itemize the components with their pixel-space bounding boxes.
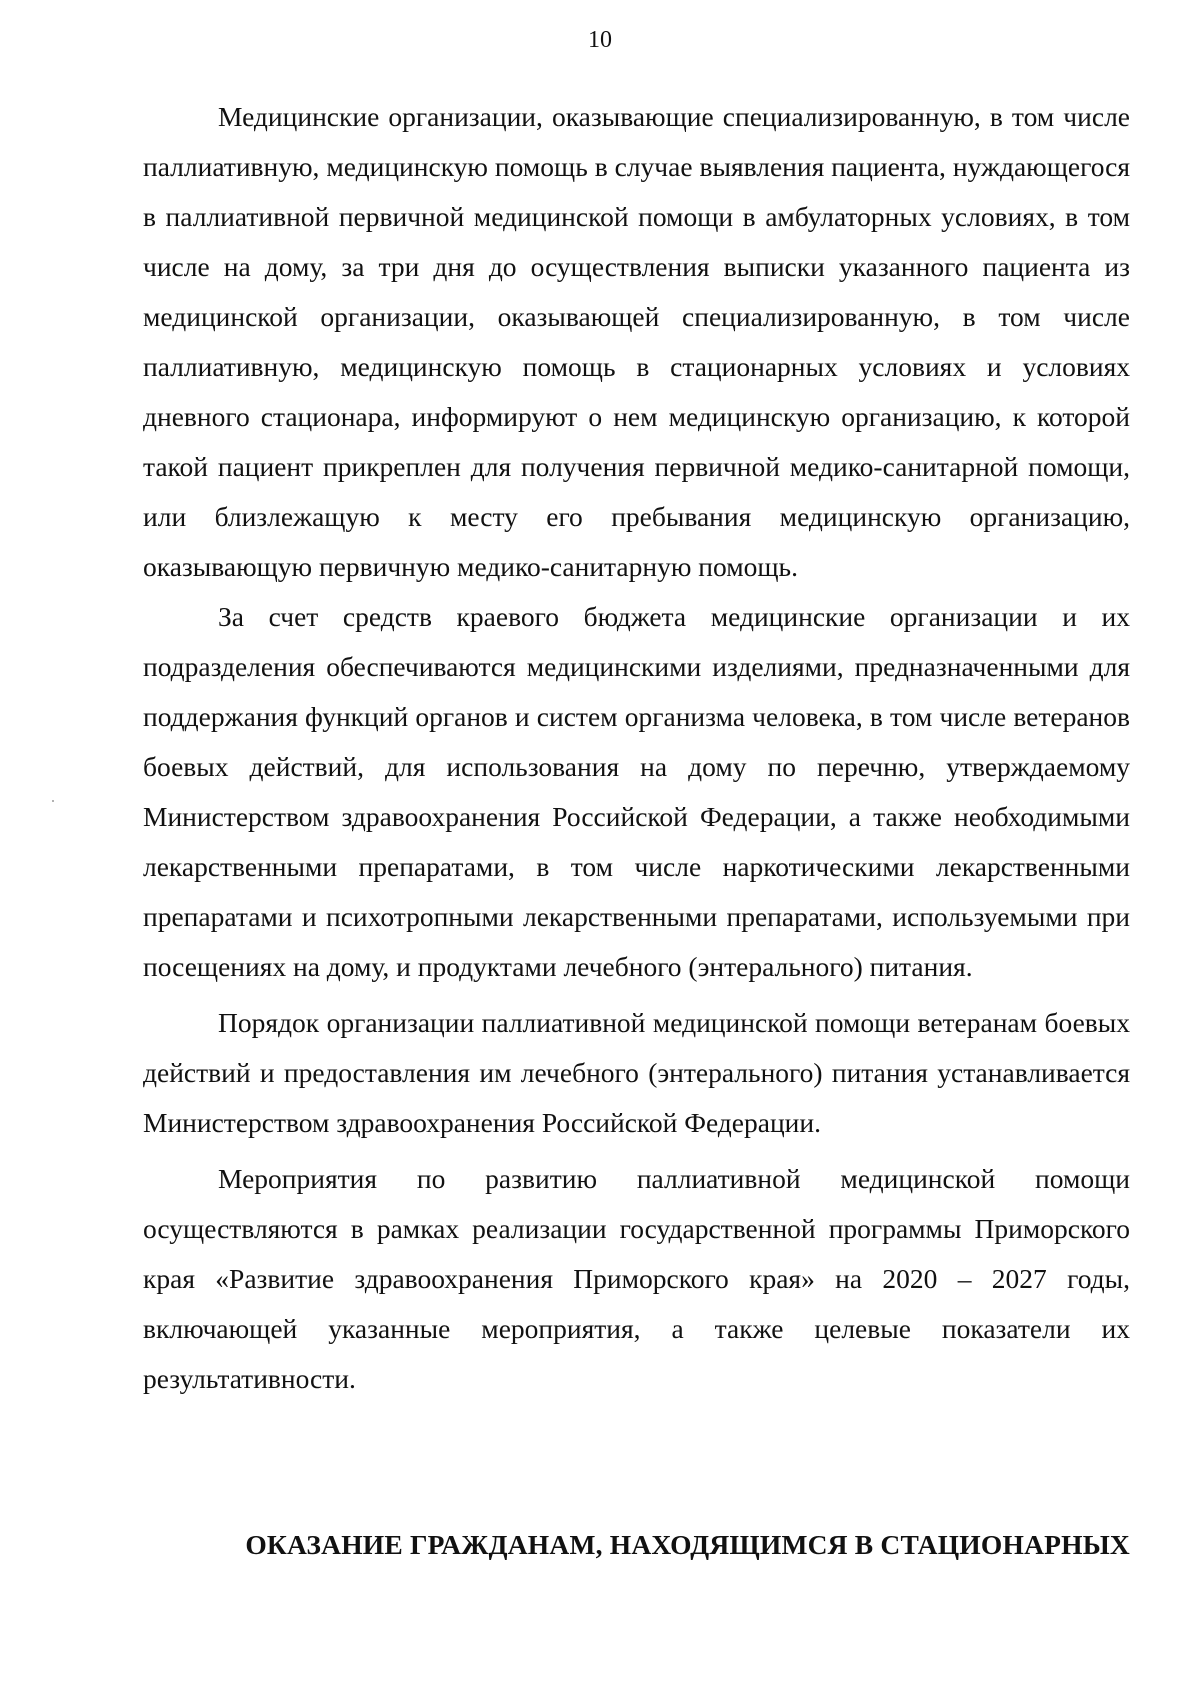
scan-artifact-dot bbox=[52, 800, 54, 802]
paragraph-regional-budget-supplies: За счет средств краевого бюджета медицинские организации и их подразделения обеспечиваются медицинскими изделиями, предназначенными для поддержания функций органов и систем организма человека, в том числе ветеранов боевых действий, для использования на дому по перечню, утверждаемому Министерством здравоохранения Российской Федерации, а также необходимыми лекарственными препаратами, в том числе наркотическими лекарственными препаратами и психотропными лекарственными препаратами, используемыми при посещениях на дому, и продуктами лечебного (энтерального) питания. bbox=[143, 601, 1130, 982]
document-body bbox=[143, 92, 1130, 1404]
paragraph-state-program-measures: Мероприятия по развитию паллиативной медицинской помощи осуществляются в рамках реализации государственной программы Приморского края «Развитие здравоохранения Приморского края» на 2020 – 2027 годы, включающей указанные мероприятия, а также целевые показатели их результативности. bbox=[143, 1163, 1130, 1394]
paragraph-veterans-palliative-order: Порядок организации паллиативной медицинской помощи ветеранам боевых действий и предоставления им лечебного (энтерального) питания устанавливается Министерством здравоохранения Российской Федерации. bbox=[143, 1007, 1130, 1138]
page-number: 10 bbox=[588, 27, 612, 53]
section-heading: ОКАЗАНИЕ ГРАЖДАНАМ, НАХОДЯЩИМСЯ В СТАЦИОНАРНЫХ bbox=[245, 1529, 1130, 1560]
paragraph-palliative-discharge-notice: Медицинские организации, оказывающие специализированную, в том числе паллиативную, медицинскую помощь в случае выявления пациента, нуждающегося в паллиативной первичной медицинской помощи в амбулаторных условиях, в том числе на дому, за три дня до осуществления выписки указанного пациента из медицинской организации, оказывающей специализированную, в том числе паллиативную, медицинскую помощь в стационарных условиях и условиях дневного стационара, информируют о нем медицинскую организацию, к которой такой пациент прикреплен для получения первичной медико-санитарной помощи, или близлежащую к месту его пребывания медицинскую организацию, оказывающую первичную медико-санитарную помощь. bbox=[143, 101, 1130, 582]
